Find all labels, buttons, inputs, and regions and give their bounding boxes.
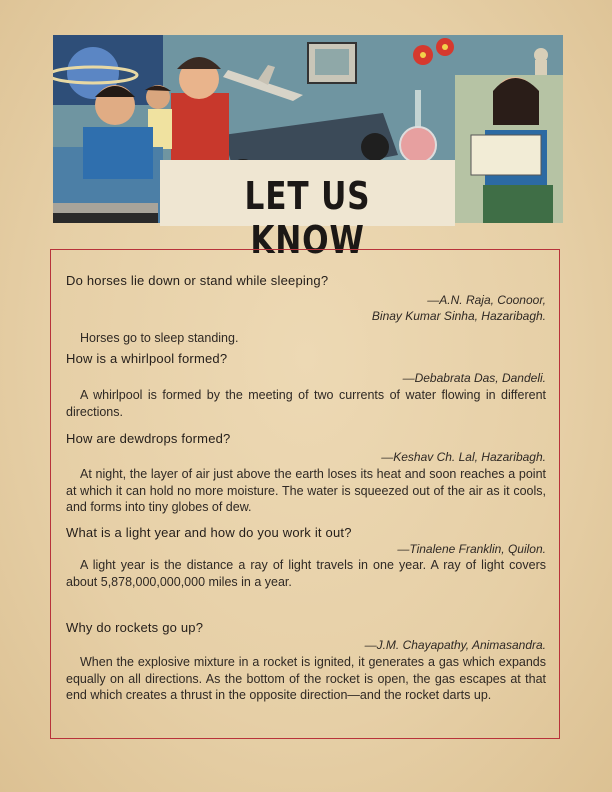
- answer-text: Horses go to sleep standing.: [80, 331, 239, 345]
- answer-text: A whirlpool is formed by the meeting of two currents of water flowing in different directions.: [66, 388, 546, 419]
- answer-text: At night, the layer of air just above the earth loses its heat and soon reaches a point at which it can hold no more moisture. The water is squeezed out of the air as it cools, and forms into tiny globes of dew.: [66, 467, 546, 514]
- credit-line: —Keshav Ch. Lal, Hazaribagh.: [381, 450, 546, 464]
- credit-line: Binay Kumar Sinha, Hazaribagh.: [371, 309, 546, 323]
- qa-item: [66, 620, 546, 704]
- credit-line: —Tinalene Franklin, Quilon.: [397, 542, 546, 556]
- credit-line: —Debabrata Das, Dandeli.: [402, 371, 546, 385]
- title-plate: [160, 160, 455, 262]
- answer-text: A light year is the distance a ray of light travels in one year. A ray of light covers about 5,878,000,000,000 miles in a year.: [66, 558, 546, 589]
- qa-item: [66, 431, 546, 516]
- question-text: Why do rockets go up?: [66, 620, 204, 635]
- qa-item: [66, 351, 546, 420]
- qa-item: [66, 273, 546, 347]
- question-text: Do horses lie down or stand while sleeping?: [66, 273, 329, 288]
- answer-text: When the explosive mixture in a rocket is ignited, it generates a gas which expands equally on all directions. As the bottom of the rocket is open, the gas escapes at that end which creates a thrust in the opposite direction—and the rocket darts up.: [66, 655, 546, 702]
- qa-item: [66, 525, 546, 590]
- question-text: How are dewdrops formed?: [66, 431, 231, 446]
- page-title: LET US KNOW: [244, 174, 371, 262]
- credit-line: —J.M. Chayapathy, Animasandra.: [364, 638, 546, 652]
- credit-line: —A.N. Raja, Coonoor,: [427, 293, 546, 307]
- question-text: How is a whirlpool formed?: [66, 351, 228, 366]
- question-text: What is a light year and how do you work it out?: [66, 525, 352, 540]
